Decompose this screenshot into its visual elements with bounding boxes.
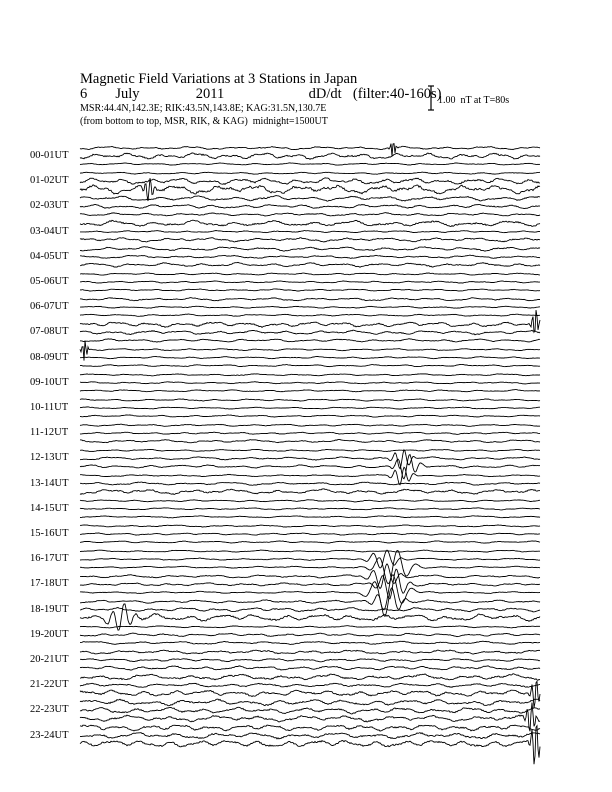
row-label: 21-22UT <box>30 679 69 691</box>
trace-msr <box>80 440 540 443</box>
row-label: 02-03UT <box>30 200 69 212</box>
trace-kag <box>80 674 540 680</box>
trace-kag <box>80 220 540 226</box>
trace-msr <box>80 516 540 518</box>
trace-rik <box>80 707 540 714</box>
trace-rik <box>80 330 540 335</box>
trace-msr <box>80 238 540 242</box>
row-label: 20-21UT <box>30 654 69 665</box>
trace-rik <box>80 550 540 568</box>
row-label: 18-19UT <box>30 603 69 615</box>
trace-msr <box>80 213 540 216</box>
row-label: 22-23UT <box>30 704 69 716</box>
trace-msr <box>80 489 540 495</box>
trace-msr <box>80 163 540 165</box>
trace-rik <box>80 659 540 662</box>
trace-kag <box>80 172 540 174</box>
trace-msr <box>80 390 540 392</box>
trace-rik <box>80 231 540 233</box>
trace-msr <box>80 262 540 267</box>
trace-msr <box>80 415 540 417</box>
trace-msr <box>80 289 540 291</box>
row-label: 11-12UT <box>30 427 69 439</box>
row-label: 10-11UT <box>30 402 69 413</box>
row-label: 01-02UT <box>30 175 69 187</box>
trace-rik <box>80 482 540 485</box>
quantity-label: dD/dt <box>308 86 342 102</box>
trace-msr <box>80 551 540 584</box>
trace-rik <box>80 407 540 409</box>
trace-group <box>80 144 540 765</box>
trace-msr <box>80 726 540 764</box>
trace-rik <box>80 153 540 159</box>
trace-kag <box>80 550 540 552</box>
trace-kag <box>80 374 540 376</box>
row-label: 19-20UT <box>30 628 69 640</box>
row-label: 08-09UT <box>30 351 69 363</box>
filter-label: (filter:40-160s) <box>352 86 442 102</box>
trace-kag <box>80 399 540 401</box>
row-label: 09-10UT <box>30 376 69 388</box>
trace-rik <box>80 683 540 687</box>
trace-kag <box>80 247 540 252</box>
row-label: 15-16UT <box>30 528 69 539</box>
trace-rik <box>80 733 540 739</box>
trace-kag <box>80 144 540 157</box>
trace-rik <box>80 608 540 612</box>
trace-rik <box>80 255 540 258</box>
date-day: 6 <box>80 86 88 102</box>
trace-msr <box>80 575 540 610</box>
row-label: 00-01UT <box>30 150 69 161</box>
row-label: 03-04UT <box>30 225 69 237</box>
trace-kag <box>80 650 540 654</box>
trace-rik <box>80 178 540 185</box>
trace-rik <box>80 204 540 208</box>
row-label: 13-14UT <box>30 477 69 489</box>
trace-kag <box>80 626 540 628</box>
trace-kag <box>80 500 540 502</box>
trace-rik <box>80 382 540 384</box>
scale-bar <box>428 86 434 110</box>
row-label: 05-06UT <box>30 276 69 287</box>
trace-rik <box>80 569 540 599</box>
trace-kag <box>80 310 540 332</box>
row-label: 12-13UT <box>30 452 69 464</box>
trace-kag <box>80 725 540 731</box>
trace-rik <box>80 533 540 535</box>
chart-title: Magnetic Field Variations at 3 Stations in Japan <box>80 71 358 87</box>
station-order-note: (from bottom to top, MSR, RIK, & KAG) midnight=1500UT <box>80 116 328 127</box>
scale-bar-label: 1.00 nT at T=80s <box>438 95 510 106</box>
trace-rik <box>80 508 540 510</box>
trace-rik <box>80 306 540 308</box>
trace-kag <box>80 525 540 527</box>
stations-coordinates: MSR:44.4N,142.3E; RIK:43.5N,143.8E; KAG:31.5N,130.7E <box>80 103 327 114</box>
row-label: 07-08UT <box>30 326 69 338</box>
row-label: 17-18UT <box>30 578 69 590</box>
row-label: 06-07UT <box>30 301 69 313</box>
trace-rik <box>80 357 540 359</box>
trace-kag <box>80 196 540 202</box>
row-label: 23-24UT <box>30 729 69 741</box>
trace-kag <box>80 449 540 451</box>
row-label: 14-15UT <box>30 502 69 514</box>
trace-kag <box>80 699 540 706</box>
trace-msr <box>80 314 540 316</box>
date-month: July <box>115 86 140 102</box>
trace-rik <box>80 281 540 283</box>
trace-msr <box>80 365 540 367</box>
date-year: 2011 <box>195 86 225 102</box>
trace-kag <box>80 298 540 301</box>
trace-msr <box>80 666 540 670</box>
trace-kag <box>80 424 540 426</box>
row-label: 04-05UT <box>30 250 69 262</box>
trace-kag <box>80 467 540 484</box>
trace-msr <box>80 641 540 644</box>
trace-rik <box>80 432 540 434</box>
trace-rik <box>80 633 540 637</box>
trace-msr <box>80 339 540 343</box>
row-label: 16-17UT <box>30 553 69 565</box>
trace-kag <box>80 273 540 275</box>
trace-msr <box>80 541 540 543</box>
